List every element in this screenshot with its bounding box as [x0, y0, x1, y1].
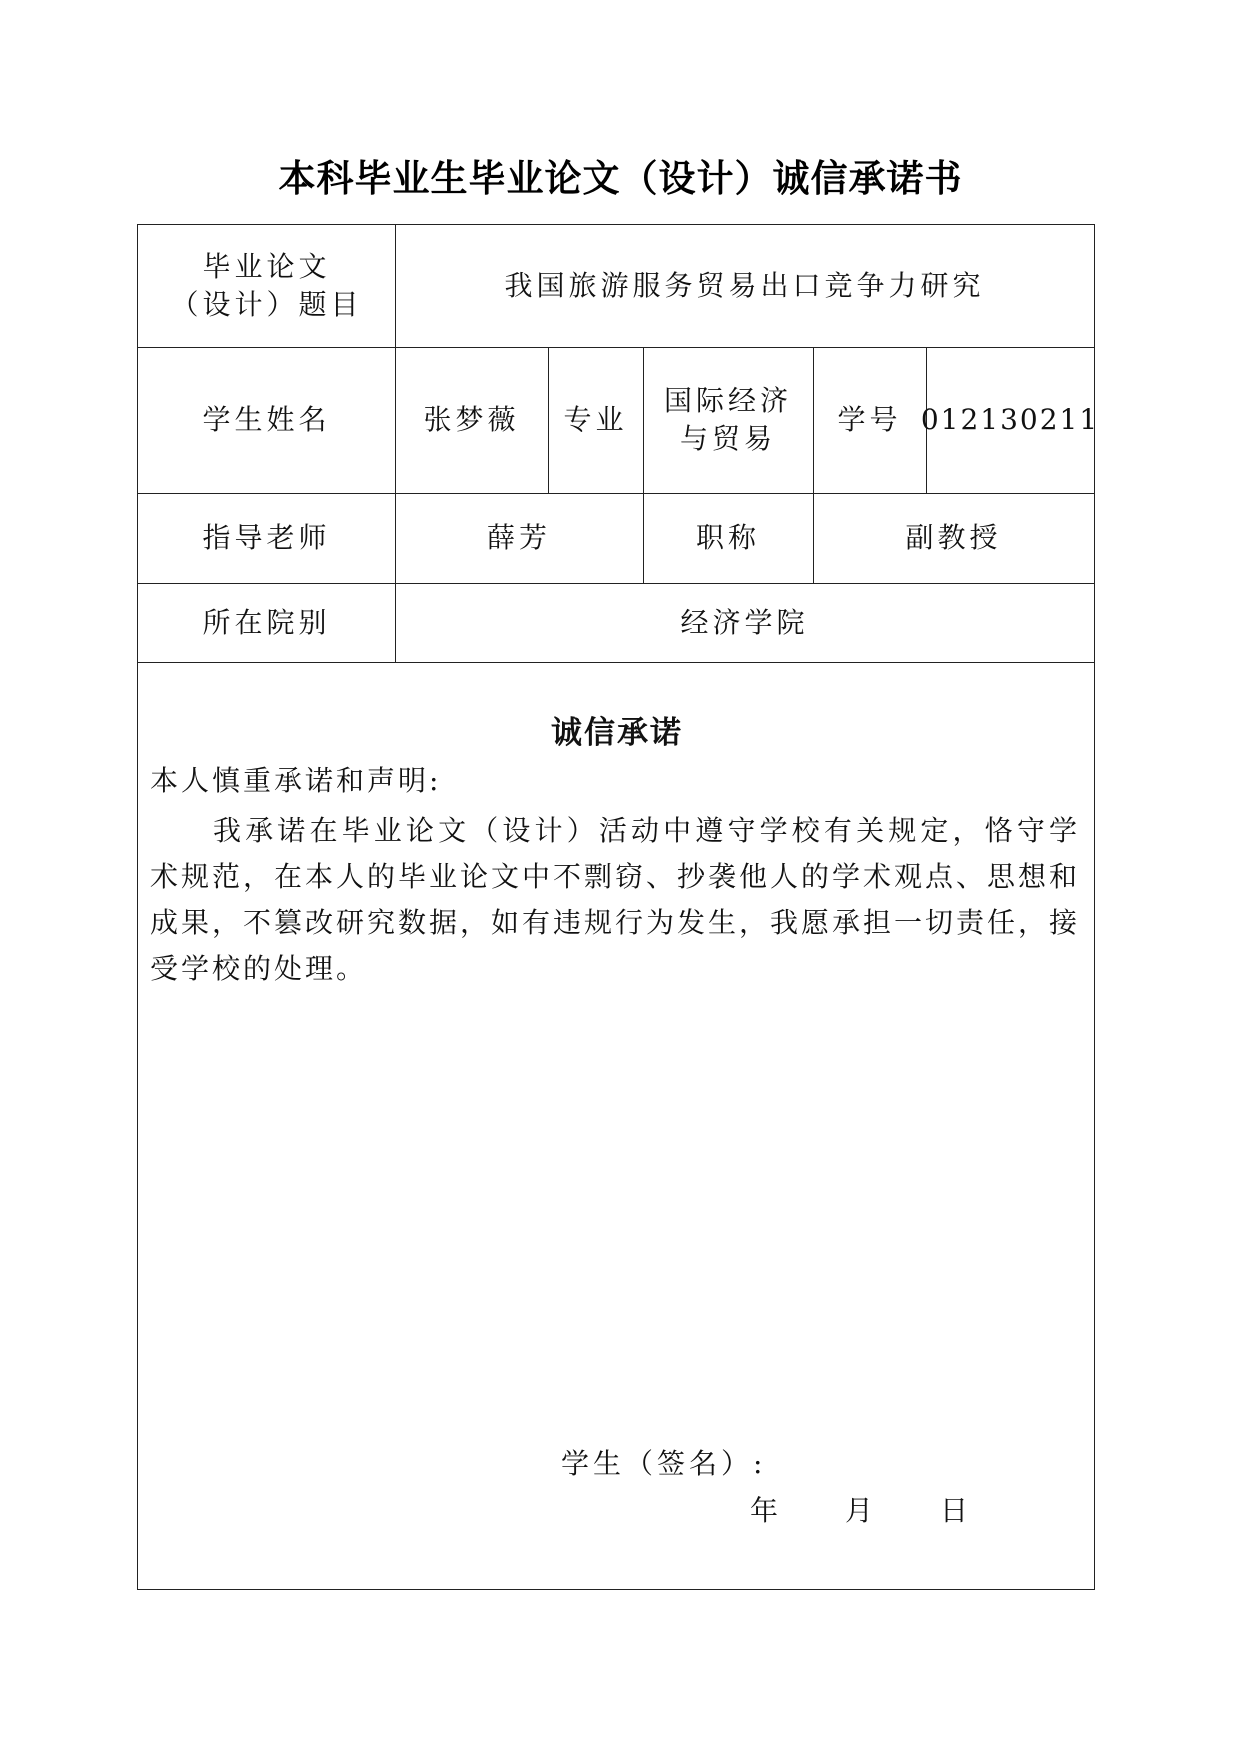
student-name-label: 学生姓名 — [202, 403, 331, 436]
topic-label — [138, 225, 395, 347]
major-value — [643, 347, 813, 493]
academic-title-label: 职称 — [695, 521, 760, 554]
page-title: 本科毕业生毕业论文（设计）诚信承诺书 — [278, 157, 963, 200]
topic-label-line1: 毕业论文 — [202, 250, 331, 283]
major-value-line1: 国际经济 — [663, 384, 792, 417]
pledge-heading: 诚信承诺 — [551, 715, 683, 751]
student-id-value: 012130211 — [920, 403, 1100, 436]
month-label: 月 — [845, 1494, 874, 1527]
academic-title-value: 副教授 — [905, 521, 1002, 554]
college-label: 所在院别 — [202, 605, 331, 639]
advisor-label: 指导老师 — [202, 521, 331, 554]
year-label: 年 — [750, 1494, 779, 1527]
pledge-intro: 本人慎重承诺和声明: — [150, 764, 442, 797]
pledge-body: 我承诺在毕业论文（设计）活动中遵守学校有关规定，恪守学术规范，在本人的毕业论文中不剽窃、抄袭他人的学术观点、思想和成果，不篡改研究数据，如有违规行为发生，我愿承担一切责任，接受学校的处理。 — [150, 814, 1081, 985]
day-label: 日 — [940, 1494, 969, 1527]
major-label: 专业 — [563, 403, 628, 436]
major-value-line2: 与贸易 — [679, 422, 776, 455]
topic-label-line2: （设计）题目 — [170, 288, 363, 321]
topic-value: 我国旅游服务贸易出口竞争力研究 — [504, 269, 985, 302]
advisor-value: 薛芳 — [486, 521, 551, 554]
student-name-value: 张梦薇 — [423, 403, 520, 436]
signature-label: 学生（签名）: — [561, 1447, 767, 1480]
student-id-label: 学号 — [837, 403, 902, 436]
pledge-section — [138, 662, 1094, 1589]
college-value: 经济学院 — [680, 605, 809, 639]
pledge-form-table — [137, 224, 1100, 1590]
